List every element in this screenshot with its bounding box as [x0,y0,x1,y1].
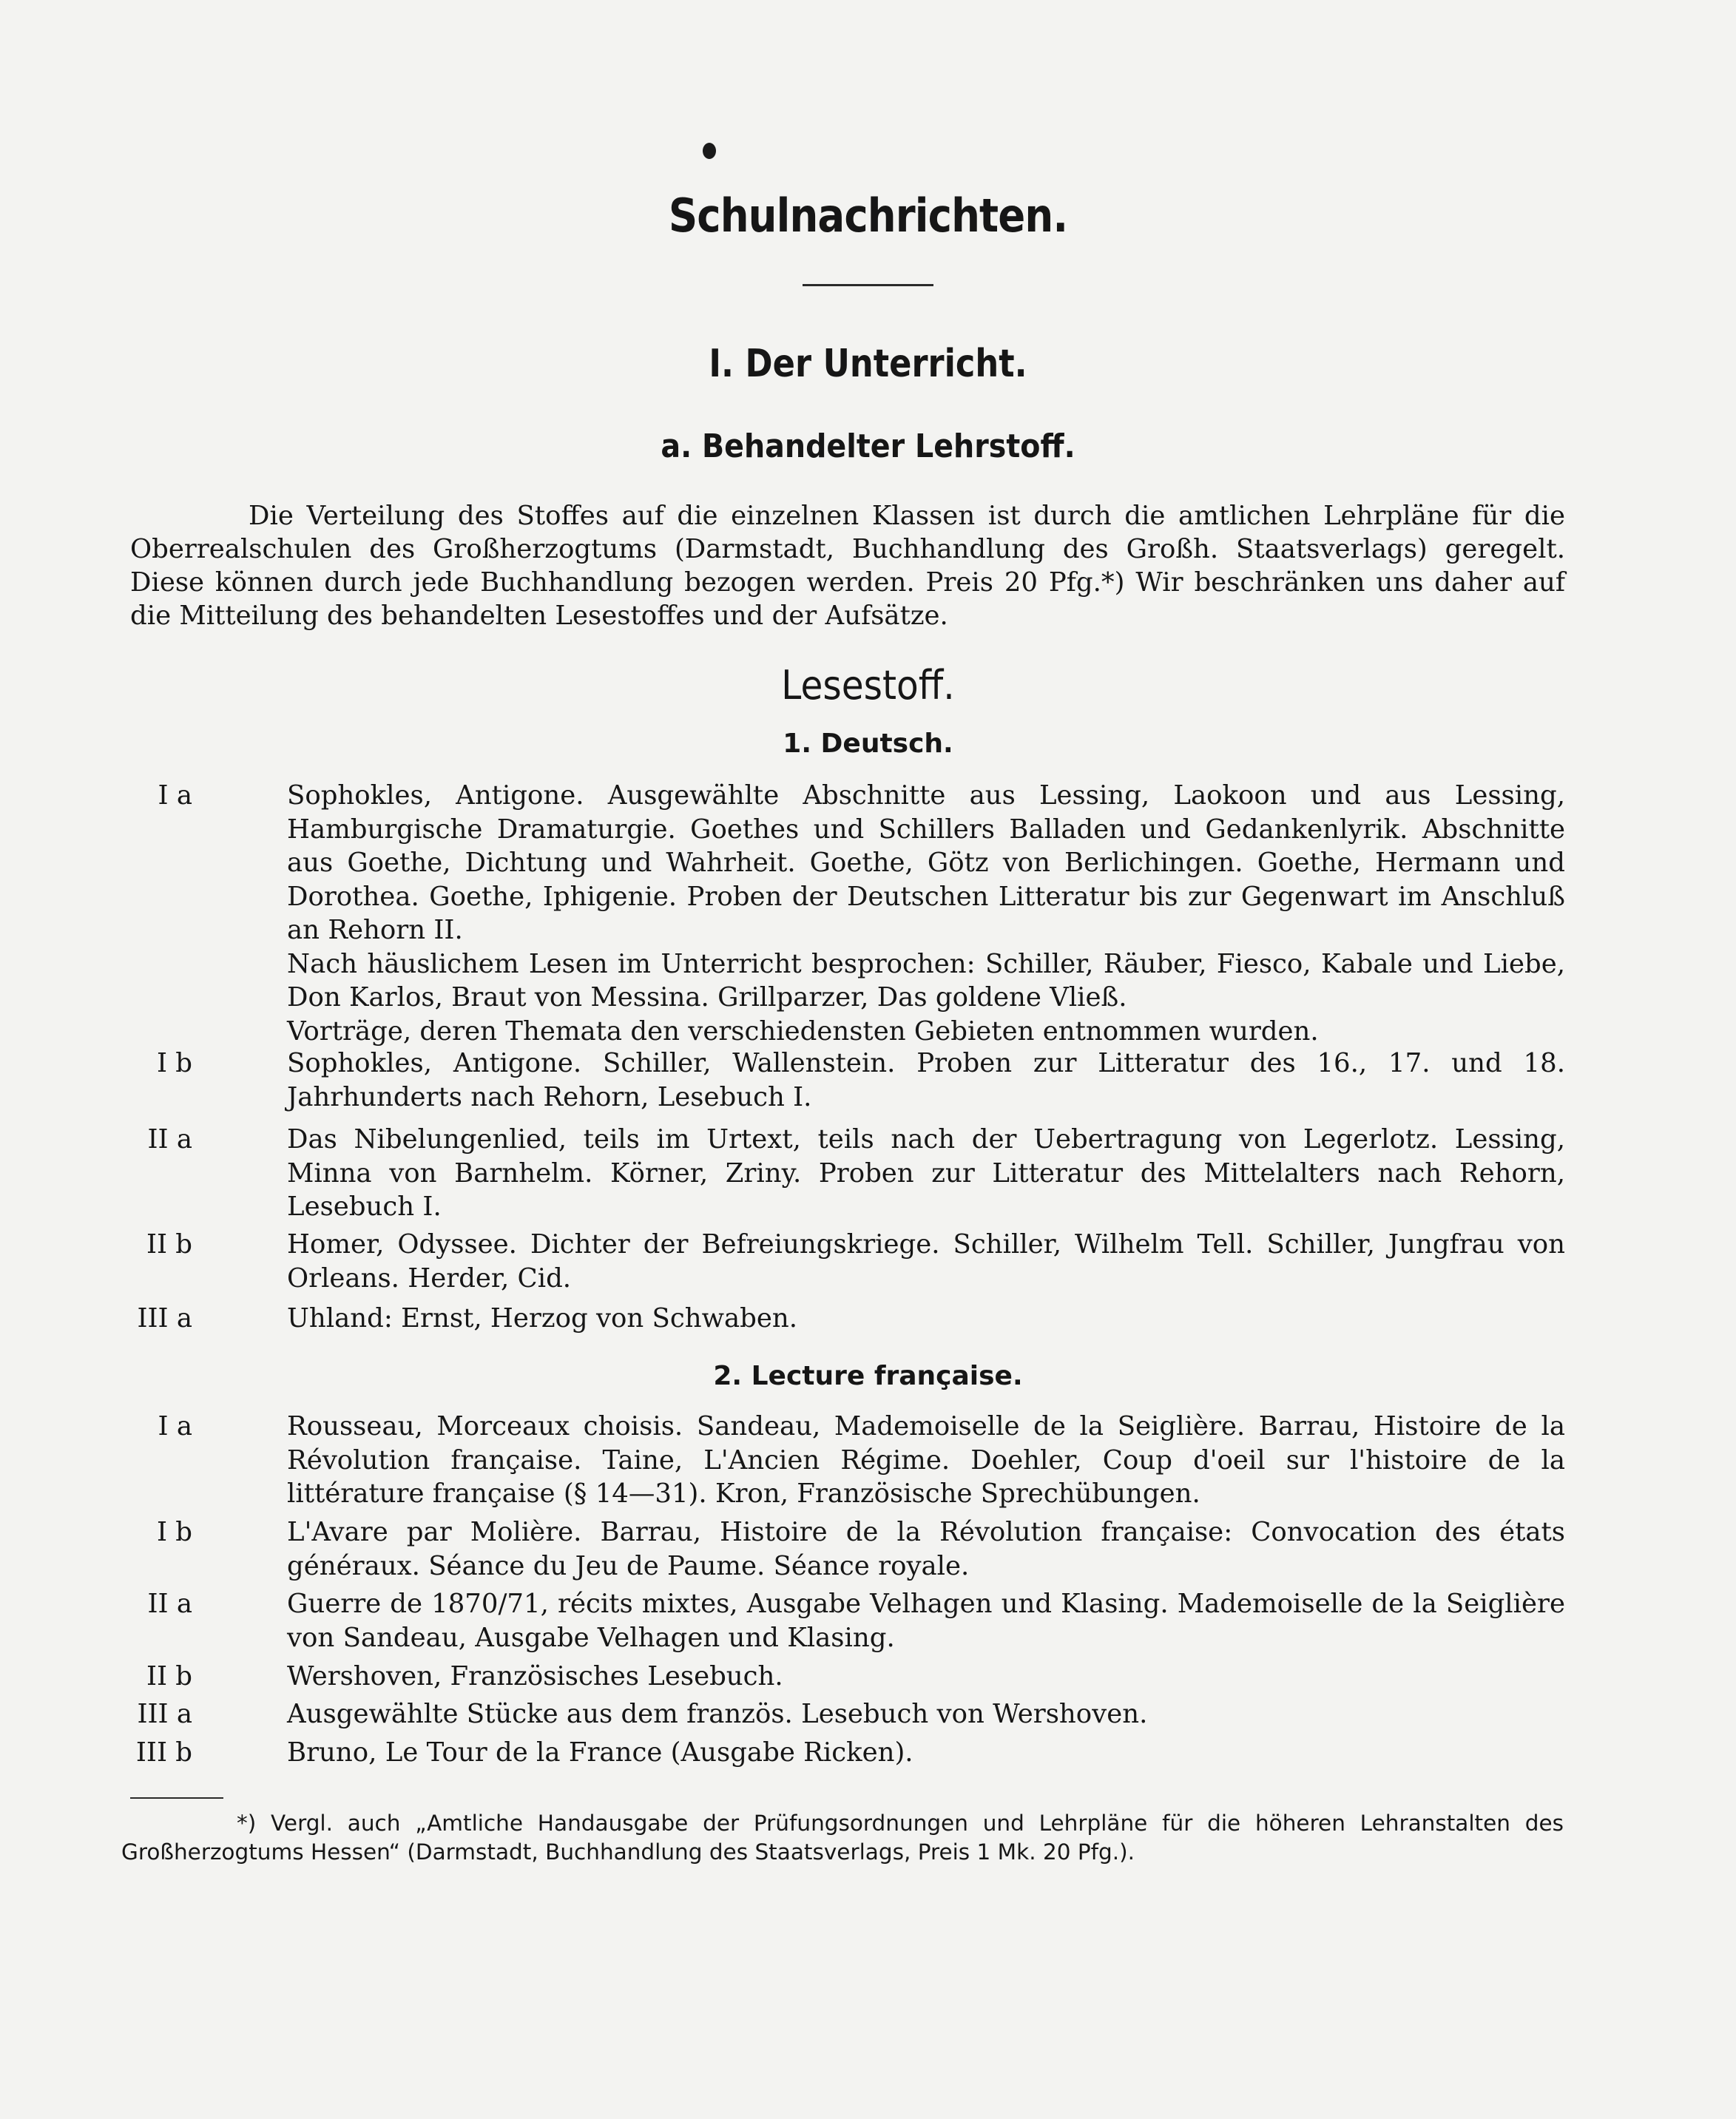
show-through-decoration [666,111,1036,141]
title-rule [803,284,933,286]
class-label: II a [147,1124,192,1155]
page-title: Schulnachrichten. [668,189,1068,243]
class-label: I b [156,1517,192,1547]
entry-text: Ausgewählte Stücke aus dem französ. Lesebuch von Wershoven. [287,1699,1148,1729]
lesestoff-heading: Lesestoff. [781,662,955,709]
class-label: II b [146,1229,192,1260]
entry-text: Nach häuslichem Lesen im Unterricht besprochen: Schiller, Räuber, Fiesco, Kabale und Liebe, Don Karlos, Braut von Messina. Grillparzer, Das goldene Vließ. [287,948,1565,1013]
entry-text: L'Avare par Molière. Barrau, Histoire de la Révolution française: Convocation des états généraux. Séance du Jeu de Paume. Séance royale. [287,1517,1565,1581]
entry-text: Homer, Odyssee. Dichter der Befreiungskriege. Schiller, Wilhelm Tell. Schiller, Jungfrau von Orleans. Herder, Cid. [287,1229,1565,1294]
entry-text: Vorträge, deren Themata den verschiedensten Gebieten entnommen wurden. [287,1015,1319,1047]
list-item [146,1660,1565,1694]
ornament-dot [703,143,716,159]
list-item [156,1515,1565,1583]
class-label: III a [137,1303,192,1334]
entry-text: Rousseau, Morceaux choisis. Sandeau, Mademoiselle de la Seiglière. Barrau, Histoire de la Révolution française. Taine, L'Ancien Régime. Doehler, Coup d'oeil sur l'histoire de la littérature française (§ 14—31). Kron, Französische Sprechübungen. [287,1411,1565,1509]
section-subtitle: a. Behandelter Lehrstoff. [661,427,1075,465]
list-item [156,1047,1565,1114]
class-label: III b [135,1737,192,1768]
list-item [158,1410,1565,1511]
entry-text: Sophokles, Antigone. Schiller, Wallenstein. Proben zur Litteratur des 16., 17. und 18. Jahrhunderts nach Rehorn, Lesebuch I. [287,1048,1565,1112]
list-item [158,779,1565,1048]
class-label: I a [158,780,192,811]
list-item [147,1587,1565,1655]
entry-text: Bruno, Le Tour de la France (Ausgabe Ricken). [287,1737,913,1768]
entry-text: Guerre de 1870/71, récits mixtes, Ausgabe Velhagen und Klasing. Mademoiselle de la Seiglière von Sandeau, Ausgabe Velhagen und Klasing. [287,1589,1565,1653]
entry-text: Sophokles, Antigone. Ausgewählte Abschnitte aus Lessing, Laokoon und aus Lessing, Hamburgische Dramaturgie. Goethes und Schillers Balladen und Gedankenlyrik. Abschnitte aus Goethe, Dichtung und Wahrheit. Goethe, Götz von Berlichingen. Goethe, Hermann und Dorothea. Goethe, Iphigenie. Proben der Deutschen Litteratur bis zur Gegenwart im Anschluß an Rehorn II. [287,780,1565,945]
entry-text: Wershoven, Französisches Lesebuch. [287,1661,783,1692]
list-item [137,1697,1565,1731]
class-label: I a [158,1411,192,1442]
entry-text: Uhland: Ernst, Herzog von Schwaben. [287,1303,798,1334]
class-label: II a [147,1589,192,1619]
francaise-heading: 2. Lecture française. [713,1361,1023,1391]
class-label: III a [137,1699,192,1729]
deutsch-heading: 1. Deutsch. [783,729,953,759]
intro-paragraph: Die Verteilung des Stoffes auf die einzelnen Klassen ist durch die amtlichen Lehrpläne für die Oberrealschulen des Großherzogtums (Darmstadt, Buchhandlung des Großh. Staatsverlags) geregelt. Diese können durch jede Buchhandlung bezogen werden. Preis 20 Pfg.*) Wir beschränken uns daher auf die Mitteilung des behandelten Lesestoffes und der Aufsätze. [130,501,1565,631]
section-title: I. Der Unterricht. [709,342,1027,386]
entry-text: Das Nibelungenlied, teils im Urtext, teils nach der Uebertragung von Legerlotz. Lessing, Minna von Barnhelm. Körner, Zriny. Proben zur Litteratur des Mittelalters nach Rehorn, Lesebuch I. [287,1124,1565,1222]
list-item [135,1736,1565,1770]
list-item [146,1228,1565,1295]
list-item [147,1123,1565,1224]
list-item [137,1302,1565,1336]
class-label: I b [156,1048,192,1078]
footnote: *) Vergl. auch „Amtliche Handausgabe der Prüfungsordnungen und Lehrpläne für die höheren Lehranstalten des Großherzogtums Hessen“ (Darmstadt, Buchhandlung des Staatsverlags, Preis 1 Mk. 20 Pfg.). [121,1811,1564,1865]
class-label: II b [146,1661,192,1692]
footnote-rule [130,1797,223,1799]
